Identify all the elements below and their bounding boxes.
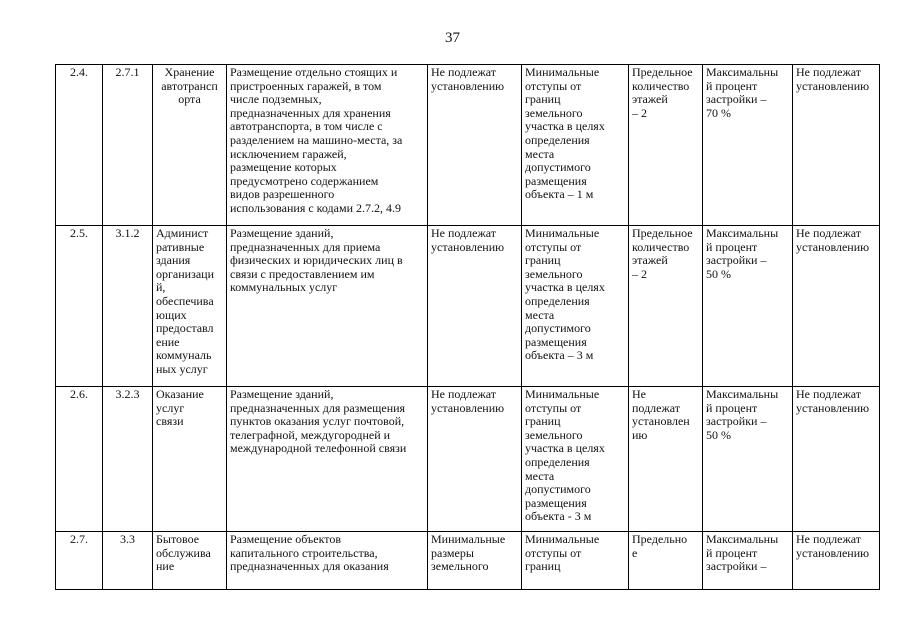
use-code-cell: 3.3 [103,532,153,590]
coverage-cell: Максимальны й процент застройки – 70 % [703,65,793,226]
setbacks-cell: Минимальные отступы от границ земельного участка в целях определения места допустимого размещения объекта – 3 м [522,226,629,387]
floors-cell: Не подлежат установлен ию [629,387,703,532]
plot-size-cell: Минимальные размеры земельного [428,532,522,590]
use-description-cell: Размещение отдельно стоящих и пристроенных гаражей, в том числе подземных, предназначенных для хранения автотранспорта, в том числе с разделением на машино-места, за исключением гаражей, размещение которых предусмотрено содержанием видов разрешенного использования с кодами 2.7.2, 4.9 [227,65,428,226]
coverage-cell: Максимальны й процент застройки – 50 % [703,387,793,532]
table-row [56,387,880,532]
row-number-cell: 2.5. [56,226,103,387]
table-row [56,226,880,387]
use-name-cell: Бытовое обслужива ние [153,532,227,590]
use-name-cell: Оказание услуг связи [153,387,227,532]
row-number-cell: 2.6. [56,387,103,532]
setbacks-cell: Минимальные отступы от границ земельного участка в целях определения места допустимого размещения объекта - 3 м [522,387,629,532]
setbacks-cell: Минимальные отступы от границ [522,532,629,590]
regulations-table [55,64,880,590]
row-number-cell: 2.4. [56,65,103,226]
use-name-cell: Админист ративные здания организаци й, обеспечива ющих предоставл ение коммуналь ных услуг [153,226,227,387]
table-row [56,65,880,226]
use-description-cell: Размещение объектов капитального строительства, предназначенных для оказания [227,532,428,590]
use-code-cell: 3.2.3 [103,387,153,532]
setbacks-cell: Минимальные отступы от границ земельного участка в целях определения места допустимого размещения объекта – 1 м [522,65,629,226]
floors-cell: Предельное количество этажей – 2 [629,65,703,226]
coverage-cell: Максимальны й процент застройки – [703,532,793,590]
use-code-cell: 2.7.1 [103,65,153,226]
floors-cell: Предельное количество этажей – 2 [629,226,703,387]
other-params-cell: Не подлежат установлению [793,532,880,590]
other-params-cell: Не подлежат установлению [793,65,880,226]
table-row [56,532,880,590]
use-name-cell: Хранение автотрансп орта [153,65,227,226]
plot-size-cell: Не подлежат установлению [428,387,522,532]
plot-size-cell: Не подлежат установлению [428,226,522,387]
row-number-cell: 2.7. [56,532,103,590]
page-number: 37 [445,30,460,46]
plot-size-cell: Не подлежат установлению [428,65,522,226]
use-code-cell: 3.1.2 [103,226,153,387]
coverage-cell: Максимальны й процент застройки – 50 % [703,226,793,387]
other-params-cell: Не подлежат установлению [793,387,880,532]
use-description-cell: Размещение зданий, предназначенных для размещения пунктов оказания услуг почтовой, телеграфной, междугородней и международной телефонной связи [227,387,428,532]
other-params-cell: Не подлежат установлению [793,226,880,387]
use-description-cell: Размещение зданий, предназначенных для приема физических и юридических лиц в связи с предоставлением им коммунальных услуг [227,226,428,387]
floors-cell: Предельно е [629,532,703,590]
